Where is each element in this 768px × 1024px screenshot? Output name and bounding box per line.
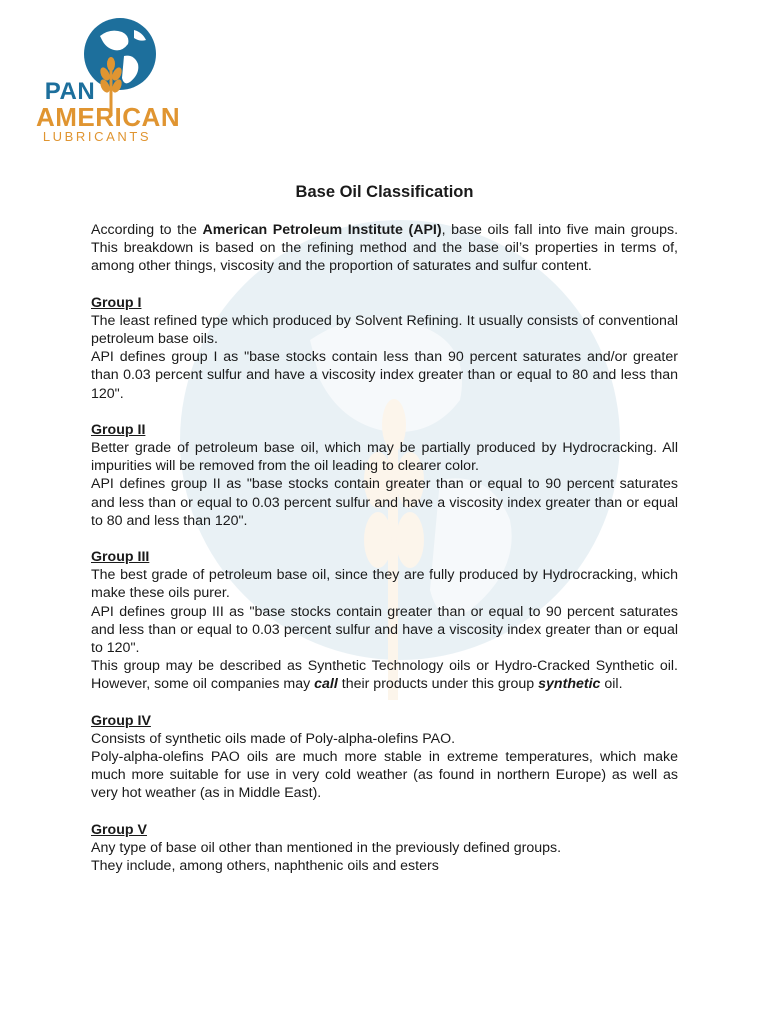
group-1-section xyxy=(91,294,678,403)
group-4-heading: Group IV xyxy=(91,712,151,729)
group-2-api-definition: API defines group II as "base stocks contain greater than or equal to 90 percent saturates and less than or equal to 0.03 percent sulfur and have a viscosity index greater than or equal to 80 and less than 120". xyxy=(91,476,678,529)
intro-text-start: According to the xyxy=(91,222,203,238)
group-3-note-part-c: their products under this group xyxy=(337,676,539,693)
intro-paragraph xyxy=(91,221,678,276)
group-3-note-synthetic: synthetic xyxy=(538,676,601,693)
group-1-description: The least refined type which produced by Solvent Refining. It usually consists of conventional petroleum base oils. xyxy=(91,312,678,348)
group-2-section xyxy=(91,421,678,530)
group-4-section xyxy=(91,712,678,803)
group-3-section xyxy=(91,548,678,694)
logo-text-american: AMERICAN xyxy=(36,102,181,132)
group-2-heading: Group II xyxy=(91,421,146,438)
group-1-heading: Group I xyxy=(91,294,142,311)
group-3-note-call: call xyxy=(314,676,338,693)
group-3-api-definition: API defines group III as "base stocks contain greater than or equal to 90 percent saturates and less than or equal to 0.03 percent sulfur and have a viscosity index greater than or equal to 120". xyxy=(91,603,678,657)
intro-bold-api: American Petroleum Institute (API) xyxy=(202,222,442,238)
company-logo xyxy=(36,16,181,148)
group-5-description: Any type of base oil other than mentioned in the previously defined groups. xyxy=(91,839,562,856)
logo-text-lubricants: LUBRICANTS xyxy=(42,129,152,144)
group-3-description: The best grade of petroleum base oil, since they are fully produced by Hydrocracking, which make these oils purer. xyxy=(91,567,678,602)
group-4-description: Consists of synthetic oils made of Poly-alpha-olefins PAO. xyxy=(91,730,456,747)
group-5-heading: Group V xyxy=(91,821,147,838)
document-body xyxy=(91,182,678,875)
page-title: Base Oil Classification xyxy=(295,183,474,201)
group-1-api-definition: API defines group I as "base stocks contain less than 90 percent saturates and/or greater than 0.03 percent sulfur and have a viscosity index greater than or equal to 80 and less than 120". xyxy=(91,349,678,402)
group-3-synthetic-note xyxy=(91,657,678,693)
group-3-heading: Group III xyxy=(91,549,150,566)
logo-text-pan: PAN xyxy=(44,78,96,105)
group-5-section xyxy=(91,821,678,876)
group-5-details: They include, among others, naphthenic oils and esters xyxy=(91,858,439,875)
group-3-note-part-e: oil. xyxy=(600,676,623,693)
group-4-details: Poly-alpha-olefins PAO oils are much more stable in extreme temperatures, which make much more suitable for use in very cold weather (as found in northern Europe) as well as very hot weather (as in Middle East). xyxy=(91,749,678,802)
group-2-description: Better grade of petroleum base oil, which may be partially produced by Hydrocracking. All impurities will be removed from the oil leading to clearer color. xyxy=(91,440,678,475)
intro-text-end: , base oils fall into five main groups. This breakdown is based on the refining method and the base oil’s properties in terms of, among other things, viscosity and the proportion of saturates and sulfur content. xyxy=(91,222,679,275)
group-3-note-part-a: This group may be described as Synthetic Technology oils or Hydro-Cracked Synthetic oil. However, some oil companies may xyxy=(91,658,678,693)
